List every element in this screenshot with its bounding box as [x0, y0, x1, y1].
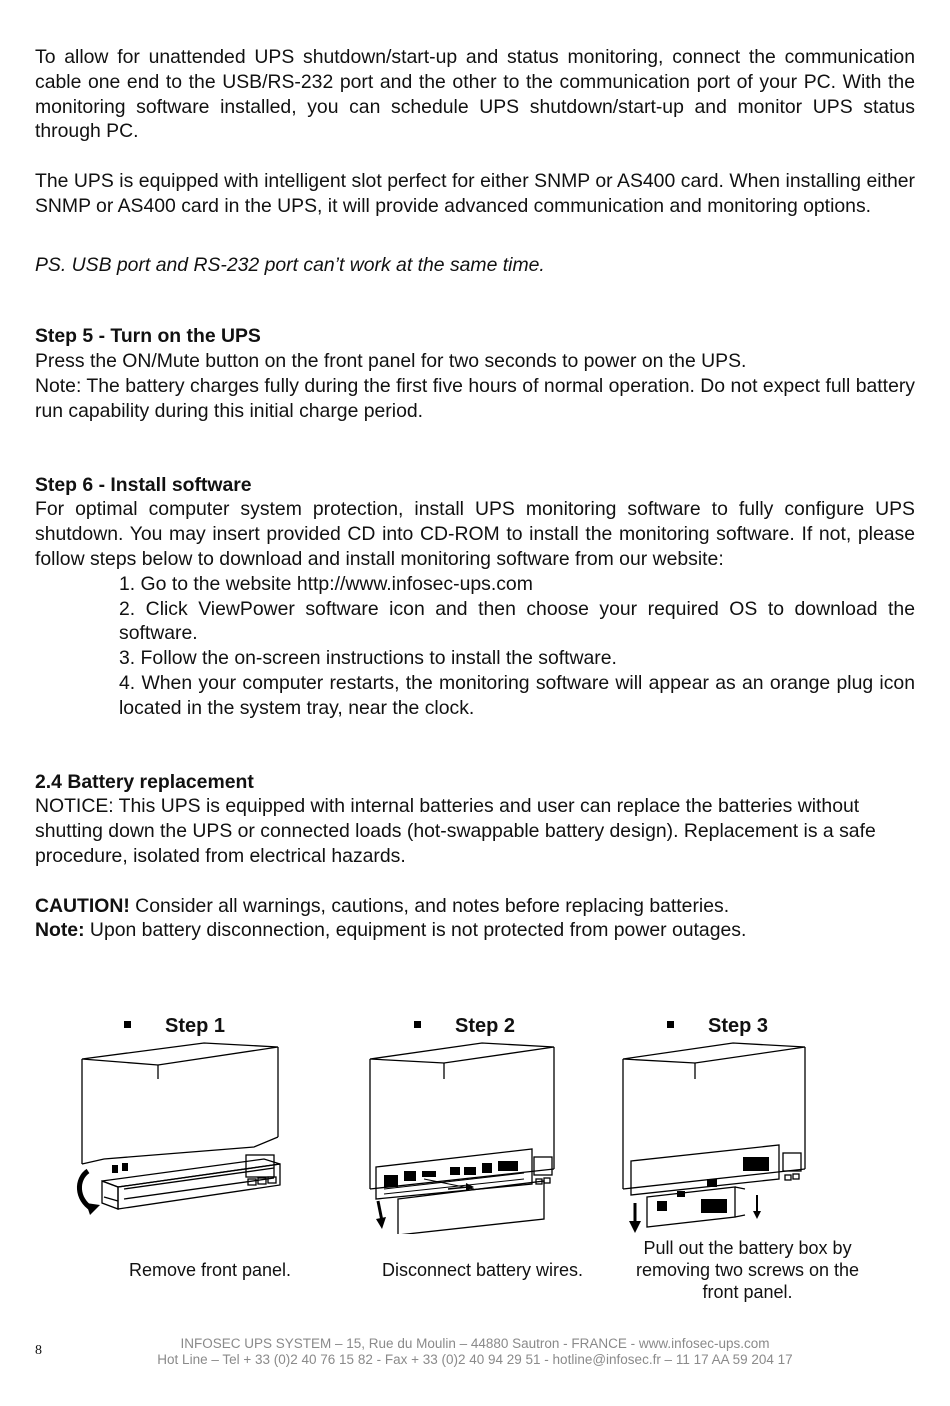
footer-address: INFOSEC UPS SYSTEM – 15, Rue du Moulin – 44880 Sautron - FRANCE - www.infosec-ups.com	[180, 1336, 770, 1351]
step1-title: Step 1	[124, 1015, 225, 1038]
bullet-icon	[124, 1021, 131, 1028]
note-text: Upon battery disconnection, equipment is not protected from power outages.	[84, 919, 747, 942]
battery-heading: 2.4 Battery replacement	[35, 770, 254, 793]
remove-front-panel-illustration	[74, 1039, 289, 1234]
caution-text: Consider all warnings, cautions, and notes before replacing batteries.	[129, 894, 730, 917]
step2-title: Step 2	[414, 1015, 515, 1038]
bullet-icon	[667, 1021, 674, 1028]
battery-steps	[0, 1013, 950, 1313]
note-label: Note:	[35, 919, 85, 942]
page-footer	[0, 1336, 950, 1368]
list-item: 3. Follow the on-screen instructions to install the software.	[119, 647, 617, 670]
list-item: 1. Go to the website http://www.infosec-ups.com	[119, 572, 533, 595]
disconnect-note	[35, 918, 915, 943]
bullet-icon	[414, 1021, 421, 1028]
document-body	[35, 45, 915, 943]
caution-line	[35, 894, 915, 919]
install-steps-list	[35, 572, 915, 721]
footer-contact: Hot Line – Tel + 33 (0)2 40 76 15 82 - Fax + 33 (0)2 40 94 29 51 - hotline@infosec.fr – 11 17 AA 59 204 17	[157, 1352, 793, 1367]
step5-note: Note: The battery charges fully during the first five hours of normal operation. Do not expect full battery run capability during this initial charge period.	[35, 374, 915, 422]
disconnect-battery-wires-illustration	[364, 1039, 574, 1234]
step6-heading: Step 6 - Install software	[35, 473, 252, 496]
step3-caption: Pull out the battery box by removing two screws on the front panel.	[635, 1238, 860, 1302]
slot-paragraph: The UPS is equipped with intelligent slot perfect for either SNMP or AS400 card. When installing either SNMP or AS400 card in the UPS, it will provide advanced communication and monitoring options.	[35, 169, 915, 217]
caution-label: CAUTION!	[35, 894, 130, 917]
page-number: 8	[35, 1343, 42, 1358]
intro-paragraph: To allow for unattended UPS shutdown/start-up and status monitoring, connect the communication cable one end to the USB/RS-232 port and the other to the communication port of your PC. With the monitoring software installed, you can schedule UPS shutdown/start-up and monitor UPS status through PC.	[35, 46, 915, 143]
pull-out-battery-box-illustration	[617, 1039, 817, 1234]
step5-instruction: Press the ON/Mute button on the front panel for two seconds to power on the UPS.	[35, 350, 747, 373]
step6-body: For optimal computer system protection, install UPS monitoring software to fully configure UPS shutdown. You may insert provided CD into CD-ROM to install the monitoring software. If not, please follow steps below to download and install monitoring software from our website:	[35, 498, 915, 570]
step3-title: Step 3	[667, 1015, 768, 1038]
list-item: 4. When your computer restarts, the monitoring software will appear as an orange plug icon located in the system tray, near the clock.	[119, 671, 915, 719]
battery-notice: NOTICE: This UPS is equipped with internal batteries and user can replace the batteries without shutting down the UPS or connected loads (hot-swappable battery design). Replacement is a safe procedure, isolated from electrical hazards.	[35, 795, 876, 867]
step5-heading: Step 5 - Turn on the UPS	[35, 325, 261, 348]
ps-note: PS. USB port and RS-232 port can’t work at the same time.	[35, 253, 545, 276]
step2-caption: Disconnect battery wires.	[381, 1260, 584, 1280]
step1-caption: Remove front panel.	[128, 1260, 292, 1280]
list-item: 2. Click ViewPower software icon and then choose your required OS to download the software.	[119, 597, 915, 645]
